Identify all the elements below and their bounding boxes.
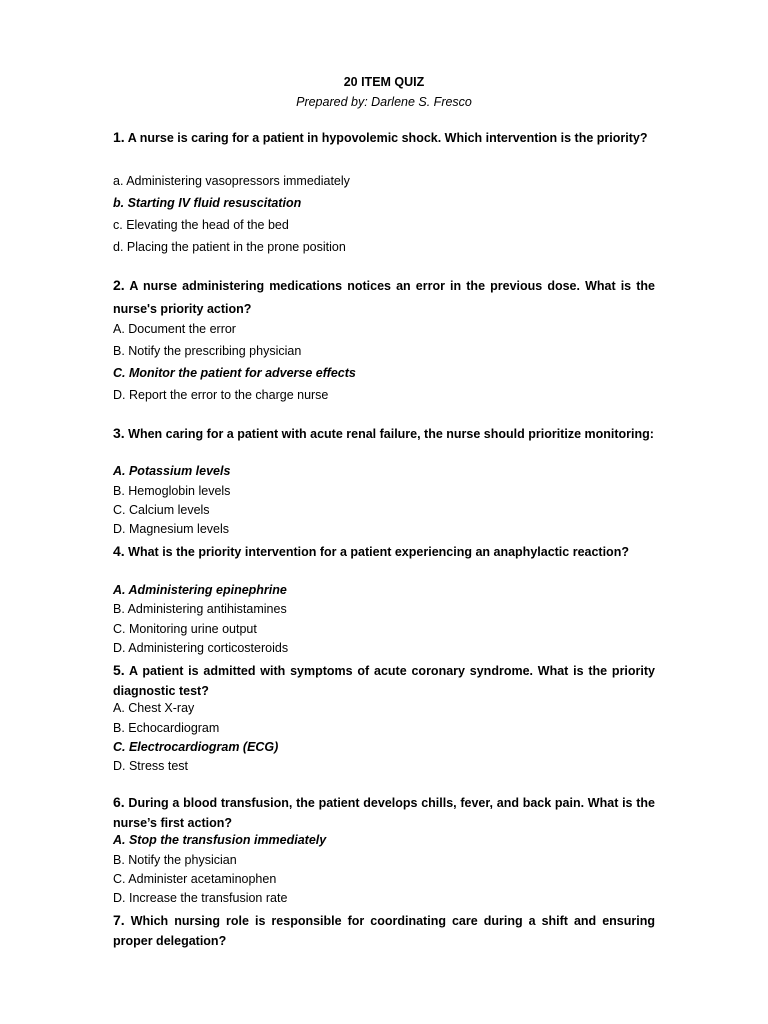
option-6a-correct: A. Stop the transfusion immediately	[113, 833, 327, 847]
question-number: 1.	[113, 129, 125, 145]
option-6d: D. Increase the transfusion rate	[113, 891, 288, 905]
option-4a-correct: A. Administering epinephrine	[113, 583, 287, 597]
option-1c: c. Elevating the head of the bed	[113, 218, 289, 232]
option-4d: D. Administering corticosteroids	[113, 641, 289, 655]
question-text: A patient is admitted with symptoms of acute coronary syndrome. What is the priority diagnostic test?	[113, 664, 655, 698]
option-1a: a. Administering vasopressors immediately	[113, 174, 350, 188]
quiz-title: 20 ITEM QUIZ	[343, 75, 425, 89]
option-3d: D. Magnesium levels	[113, 522, 230, 536]
question-5	[113, 660, 655, 701]
question-text: What is the priority intervention for a patient experiencing an anaphylactic reaction?	[128, 545, 629, 559]
option-2b: B. Notify the prescribing physician	[113, 344, 302, 358]
question-number: 3.	[113, 425, 125, 441]
option-1d: d. Placing the patient in the prone position	[113, 240, 346, 254]
question-3	[113, 423, 655, 445]
option-3b: B. Hemoglobin levels	[113, 484, 231, 498]
option-5d: D. Stress test	[113, 759, 189, 773]
question-4	[113, 541, 655, 562]
question-number: 4.	[113, 543, 125, 559]
option-2d: D. Report the error to the charge nurse	[113, 388, 329, 402]
question-text: A nurse administering medications notices an error in the previous dose. What is the nurse's priority action?	[113, 279, 655, 316]
question-text: When caring for a patient with acute renal failure, the nurse should prioritize monitoring:	[128, 427, 654, 441]
option-5b: B. Echocardiogram	[113, 721, 220, 735]
option-6c: C. Administer acetaminophen	[113, 872, 277, 886]
question-number: 7.	[113, 912, 125, 928]
option-5c-correct: C. Electrocardiogram (ECG)	[113, 740, 279, 754]
option-2a: A. Document the error	[113, 322, 236, 336]
question-text: A nurse is caring for a patient in hypovolemic shock. Which intervention is the priority?	[127, 131, 648, 145]
question-text: Which nursing role is responsible for coordinating care during a shift and ensuring proper delegation?	[113, 914, 655, 948]
question-number: 5.	[113, 662, 125, 678]
question-2	[113, 274, 655, 321]
question-1	[113, 126, 655, 150]
quiz-author: Prepared by: Darlene S. Fresco	[296, 95, 472, 109]
question-6	[113, 792, 655, 833]
option-3a-correct: A. Potassium levels	[113, 464, 231, 478]
option-1b-correct: b. Starting IV fluid resuscitation	[113, 196, 302, 210]
option-6b: B. Notify the physician	[113, 853, 237, 867]
question-number: 2.	[113, 277, 125, 293]
option-2c-correct: C. Monitor the patient for adverse effects	[113, 366, 356, 380]
question-number: 6.	[113, 794, 125, 810]
question-text: During a blood transfusion, the patient develops chills, fever, and back pain. What is the nurse’s first action?	[113, 796, 655, 830]
option-4c: C. Monitoring urine output	[113, 622, 257, 636]
question-7	[113, 910, 655, 951]
option-5a: A. Chest X-ray	[113, 701, 195, 715]
option-4b: B. Administering antihistamines	[113, 602, 287, 616]
option-3c: C. Calcium levels	[113, 503, 210, 517]
